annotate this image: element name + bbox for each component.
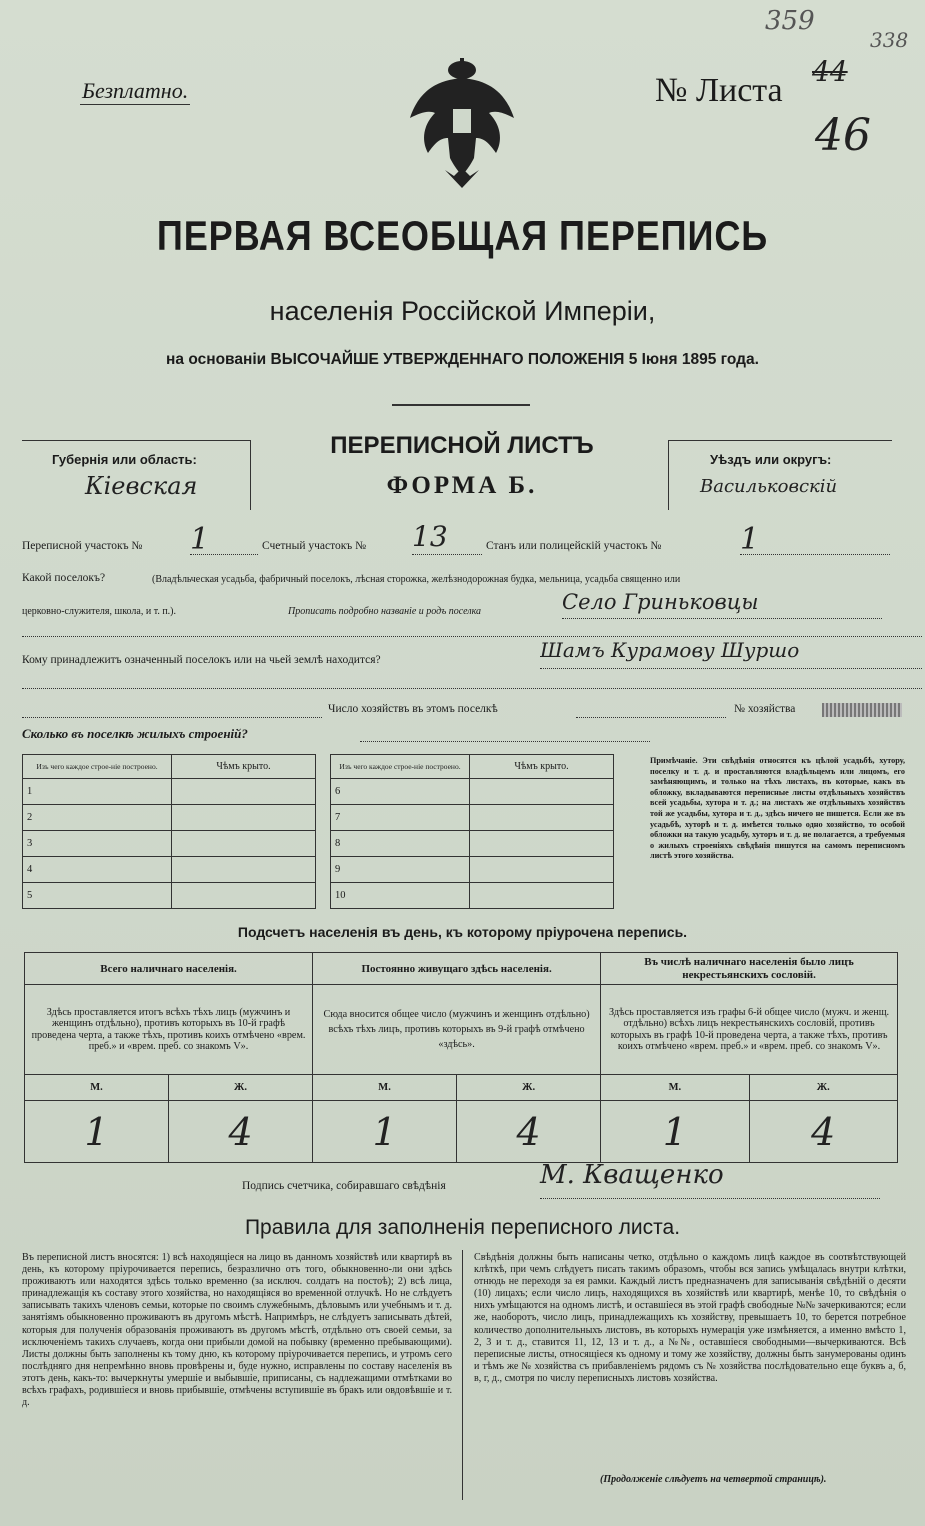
buildings-note: Примѣчаніе. Эти свѣдѣнія относятся къ цѣлой усадьбѣ, хутору, поселку и т. д. и проставляются владѣльцемъ или лицомъ, его замѣняющимъ, и только на тѣхъ листахъ, въ которые, какъ въ обложку, вкладываются переписные листы отдѣльныхъ хозяйствъ всей усадьбы, хутора и т. д.; на листахъ же отдѣльныхъ хозяйствъ той же усадьбы, хутора и т. д., здѣсь ничего не пишется. Если же въ усадьбѣ, хуторѣ и т. д. имѣется только одно хозяйство, то особой обложки на такую усадьбу, хуторъ и т. д. не полагается, а требуемыя о жилыхъ строеніяхъ свѣдѣнія пишутся на самомъ переписномъ листѣ этого хозяйства.	[650, 756, 905, 861]
camp-label: Станъ или полицейскій участокъ №	[486, 540, 662, 552]
buildings-col-roof: Чѣмъ крыто.	[172, 755, 316, 779]
district-label: Уѣздъ или округъ:	[710, 452, 832, 467]
province-box-top	[22, 440, 250, 441]
households-value-line	[576, 716, 726, 718]
owner-line	[22, 688, 922, 689]
count-permanent-f: 4	[457, 1101, 601, 1163]
free-label: Безплатно.	[82, 78, 189, 103]
census-subtitle: населенія Россійской Имперіи,	[269, 296, 656, 326]
settlement-label: Какой поселокъ?	[22, 572, 106, 584]
signature-value: М. Кващенко	[540, 1160, 880, 1199]
count-m-label: М.	[601, 1075, 749, 1101]
corner-number-1: 359	[765, 6, 815, 36]
count-title: Подсчетъ населенія въ день, къ которому пріурочена перепись.	[237, 924, 688, 940]
rules-left-text: Въ переписной листъ вносятся: 1) всѣ находящіеся на лицо въ данномъ хозяйствѣ или квартирѣ въ день, къ которому пріурочивается перепись, безразлично отъ того, обыкновенно-ли они здѣсь проживаютъ или находятся здѣсь только временно (за исключ. солдатъ на постоѣ); 2) всѣ лица, принадлежащія къ составу этого хозяйства, но находящіяся во временной отлучкѣ. Но не слѣдуетъ записывать такихъ членовъ семьи, которые по своимъ служебнымъ, дѣловымъ или учебнымъ и т. д. занятіямъ обыкновенно проживаютъ въ другомъ мѣстѣ. Напримѣръ, не слѣдуетъ записывать дѣтей, которыя для полученія образованія проживаютъ въ другомъ мѣстѣ, отдѣльно отъ своей семьи, за исключеніемъ такихъ случаевъ, когда они прибыли домой на побывку (временно пребывающими). Листы должны быть заполнены къ тому дню, къ которому пріурочивается перепись, и утромъ сего послѣдняго дня непремѣнно вновь провѣрены и, буде нужно, исправлены по составу населенія въ этотъ день, какъ-то: вычеркнуты умершіе и выбывшіе, приписаны, съ надлежащими отмѣтками во всѣхъ графахъ, родившіеся и вновь прибывшіе, отмѣчены вступившіе въ бракъ или овдовѣвшіе и т. д.	[22, 1252, 452, 1409]
buildings-row-number: 4	[23, 857, 172, 883]
buildings-row-number: 5	[23, 883, 172, 909]
count-nonpeasant-f: 4	[749, 1101, 897, 1163]
buildings-row-number: 3	[23, 831, 172, 857]
households-leader	[22, 716, 322, 718]
count-total-m: 1	[25, 1101, 169, 1163]
rules-right-text: Свѣдѣнія должны быть написаны четко, отдѣльно о каждомъ лицѣ каждое въ соотвѣтствующей клѣткѣ, при чемъ слѣдуетъ писать такимъ образомъ, чтобы вся запись умѣщалась внутри клѣтки, отнюдь не переходя за ея рамки. Каждый листъ предназначенъ для записыванія свѣдѣній о десяти (10) лицахъ; если число лицъ, находящихся въ хозяйствѣ или квартирѣ, менѣе 10, то свѣдѣнія о нихъ умѣщаются на одномъ листѣ, и оставшіеся въ этой графѣ свободные №№ зачеркиваются; если же, наоборотъ, число лицъ, принадлежащихъ къ хозяйству, превышаетъ 10, то берется потребное количество дополнительныхъ листовъ, въ которыхъ нумерація уже измѣняется, а именно вмѣсто 1, 2, 3 и т. д., ставится 11, 12, 13 и т. д., а №№, оставшіеся свободными—вычеркиваются. Всѣ переписные листы, относящіеся къ одному и тому же хозяйству, должны быть занумерованы одинъ и тѣмъ же № хозяйства съ прибавленіемъ рядомъ съ № хозяйства послѣдовательно еще буквъ а, б, в, г, д., смотря по числу переписныхъ листовъ хозяйства.	[474, 1252, 906, 1384]
buildings-row-number: 7	[331, 805, 470, 831]
count-m-label: М.	[25, 1075, 169, 1101]
count-f-label: Ж.	[169, 1075, 313, 1101]
sheet-title: ПЕРЕПИСНОЙ ЛИСТЪ	[330, 432, 594, 459]
sheet-number-crossed: 44	[812, 55, 848, 88]
count-area-value: 13	[412, 520, 482, 555]
count-desc-nonpeasant: Здѣсь проставляется изъ графы 6-й общее число (мужч. и женщ. отдѣльно) всѣхъ лицъ некрестьянскихъ сословій, противъ которыхъ въ графѣ 10-й проведена черта, а также тѣхъ, противъ коихъ отмѣчено «врем. преб.» и «врем. преб. со знакомъ V».	[601, 985, 898, 1075]
population-count-table	[24, 952, 898, 1163]
count-f-label: Ж.	[749, 1075, 897, 1101]
rules-title: Правила для заполненія переписного листа.	[244, 1216, 681, 1239]
district-value: Васильковскій	[700, 476, 838, 497]
corner-number-2: 338	[870, 28, 909, 52]
buildings-col-from: Изъ чего каждое строе-ніе построено.	[331, 755, 470, 779]
count-total-f: 4	[169, 1101, 313, 1163]
province-label: Губернія или область:	[52, 452, 197, 467]
form-name: ФОРМА Б.	[386, 472, 538, 499]
count-area-label: Счетный участокъ №	[262, 540, 367, 552]
buildings-row-number: 2	[23, 805, 172, 831]
count-heading-total: Всего наличнаго населенія.	[25, 953, 313, 985]
province-value: Кіевская	[85, 472, 198, 500]
buildings-line	[360, 740, 650, 742]
camp-value: 1	[740, 522, 890, 555]
census-title: ПЕРВАЯ ВСЕОБЩАЯ ПЕРЕПИСЬ	[156, 212, 769, 259]
owner-value: Шамъ Курамову Шуршо	[540, 638, 922, 669]
buildings-col-from: Изъ чего каждое строе-ніе построено.	[23, 755, 172, 779]
households-label: Число хозяйствъ въ этомъ поселкѣ	[328, 703, 498, 715]
count-f-label: Ж.	[457, 1075, 601, 1101]
count-heading-permanent: Постоянно живущаго здѣсь населенія.	[313, 953, 601, 985]
district-box-top	[668, 440, 892, 441]
census-area-value: 1	[190, 522, 258, 555]
household-no-redacted	[822, 703, 902, 717]
count-nonpeasant-m: 1	[601, 1101, 749, 1163]
buildings-label: Сколько въ поселкѣ жилыхъ строеній?	[22, 726, 248, 741]
census-area-label: Переписной участокъ №	[22, 540, 143, 552]
count-permanent-m: 1	[313, 1101, 457, 1163]
header-divider	[392, 404, 530, 406]
household-no-label: № хозяйства	[734, 703, 796, 715]
buildings-row-number: 1	[23, 779, 172, 805]
settlement-line	[22, 636, 922, 637]
buildings-table-right	[330, 754, 614, 909]
buildings-row-number: 6	[331, 779, 470, 805]
owner-label: Кому принадлежитъ означенный поселокъ или на чьей землѣ находится?	[22, 654, 381, 666]
settlement-hint-1: (Владѣльческая усадьба, фабричный поселокъ, лѣсная сторожка, желѣзнодорожная будка, мельница, усадьба священно или	[152, 574, 681, 585]
count-desc-permanent: Сюда вносится общее число (мужчинъ и женщинъ отдѣльно) всѣхъ тѣхъ лицъ, противъ которыхъ въ 9-й графѣ отмѣчено «здѣсь».	[313, 985, 601, 1075]
settlement-hint-2: церковно-служителя, школа, и т. п.).	[22, 606, 176, 617]
buildings-row-number: 8	[331, 831, 470, 857]
settlement-value: Село Гриньковцы	[562, 590, 882, 619]
district-box-left	[668, 440, 669, 510]
province-box-right	[250, 440, 251, 510]
imperial-eagle-emblem	[400, 58, 525, 188]
count-m-label: М.	[313, 1075, 457, 1101]
census-basis: на основаніи ВЫСОЧАЙШЕ УТВЕРЖДЕННАГО ПОЛОЖЕНІЯ 5 Іюня 1895 года.	[166, 351, 759, 368]
rules-divider	[462, 1250, 463, 1500]
rules-continued: (Продолженіе слѣдуетъ на четвертой страницѣ).	[600, 1474, 827, 1485]
sheet-number-value: 46	[815, 110, 871, 161]
buildings-row-number: 9	[331, 857, 470, 883]
signature-label: Подпись счетчика, собиравшаго свѣдѣнія	[242, 1180, 446, 1192]
buildings-table-left	[22, 754, 316, 909]
count-desc-total: Здѣсь проставляется итогъ всѣхъ тѣхъ лицъ (мужчинъ и женщинъ отдѣльно), противъ которыхъ въ 10-й графѣ проведена черта, а также тѣхъ, противъ коихъ отмѣчено «врем. преб.» и «врем. преб. со знакомъ V».	[25, 985, 313, 1075]
sheet-number-label: № Листа	[655, 72, 783, 109]
settlement-hint-italic: Прописать подробно названіе и родъ поселка	[288, 606, 482, 617]
buildings-row-number: 10	[331, 883, 470, 909]
buildings-col-roof: Чѣмъ крыто.	[470, 755, 614, 779]
count-heading-nonpeasant: Въ числѣ наличнаго населенія было лицъ некрестьянскихъ сословій.	[601, 953, 898, 985]
